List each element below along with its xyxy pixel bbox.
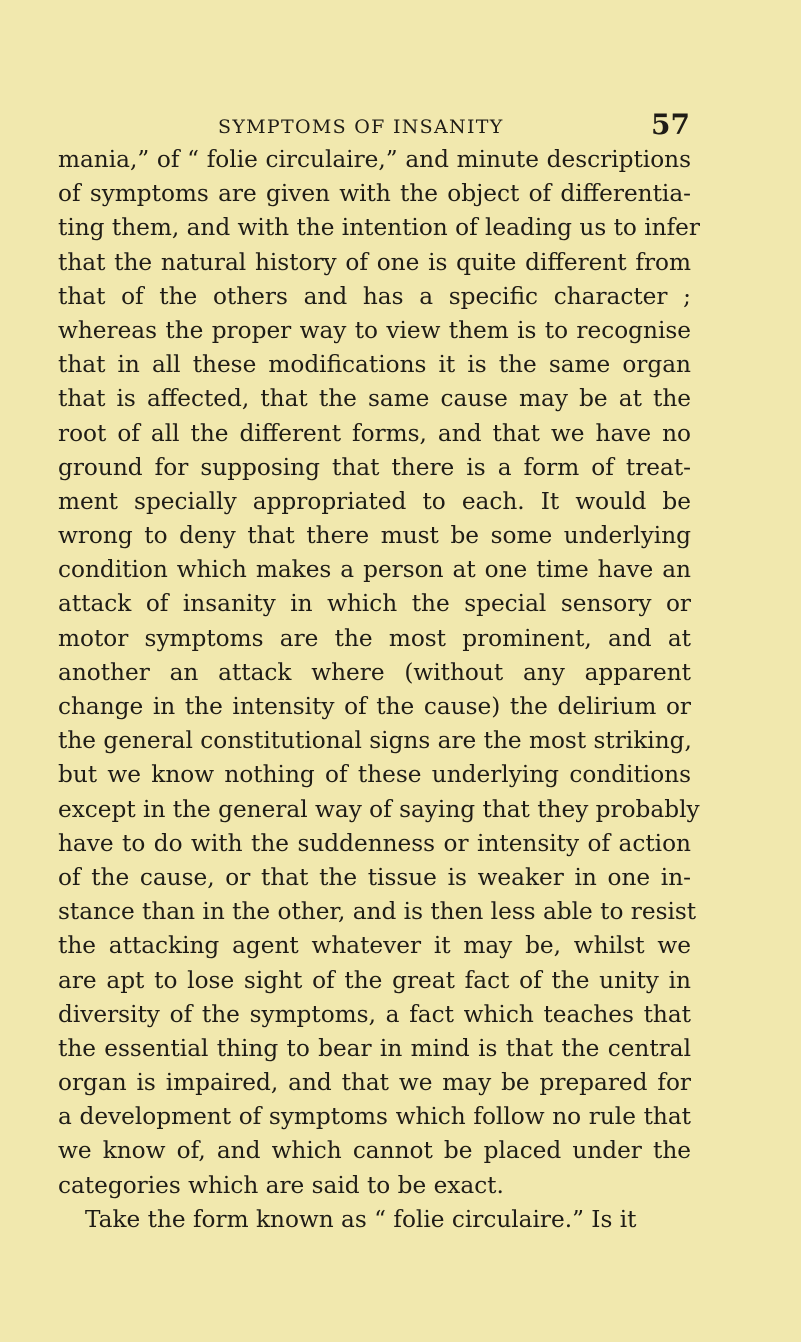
text-line: have to do with the suddenness or intensity of action	[58, 829, 691, 857]
text-line: attack of insanity in which the special sensory or	[58, 590, 691, 618]
text-line: motor symptoms are the most prominent, and at	[58, 624, 691, 652]
text-line: the general constitutional signs are the most striking,	[58, 727, 692, 755]
paragraph-end-line: categories which are said to be exact.	[58, 1171, 504, 1199]
text-line: ground for supposing that there is a form of treat-	[58, 453, 691, 481]
text-line: mania,” of “ folie circulaire,” and minute descriptions	[58, 146, 691, 173]
text-line: root of all the different forms, and that we have no	[58, 419, 691, 447]
text-line: condition which makes a person at one time have an	[58, 556, 691, 584]
paragraph-start-line: Take the form known as “ folie circulaire.” Is it	[85, 1205, 637, 1233]
text-line: diversity of the symptoms, a fact which teaches that	[58, 1000, 691, 1028]
text-line: of symptoms are given with the object of differentia-	[58, 180, 691, 208]
text-line: change in the intensity of the cause) the delirium or	[58, 693, 691, 720]
text-line: ting them, and with the intention of leading us to infer	[58, 214, 700, 242]
text-line: are apt to lose sight of the great fact of the unity in	[58, 966, 691, 994]
text-line: organ is impaired, and that we may be prepared for	[58, 1069, 691, 1097]
page-number: 57	[651, 108, 690, 141]
text-line: of the cause, or that the tissue is weaker in one in-	[58, 863, 691, 891]
text-line: whereas the proper way to view them is to recognise	[58, 316, 691, 344]
text-line: that the natural history of one is quite different from	[58, 248, 691, 276]
running-title: SYMPTOMS OF INSANITY	[218, 116, 504, 138]
text-line: but we know nothing of these underlying conditions	[58, 761, 691, 789]
text-line: stance than in the other, and is then less able to resist	[58, 898, 697, 926]
body-text	[58, 143, 700, 1237]
text-line: we know of, and which cannot be placed under the	[58, 1137, 691, 1165]
text-line: another an attack where (without any apparent	[58, 658, 691, 686]
text-line: ment specially appropriated to each. It would be	[58, 487, 691, 515]
text-line: except in the general way of saying that they probably	[58, 795, 700, 823]
text-line: the essential thing to bear in mind is that the central	[58, 1034, 691, 1062]
text-line: the attacking agent whatever it may be, whilst we	[58, 932, 691, 960]
text-line: that in all these modifications it is the same organ	[58, 351, 691, 379]
text-line: that of the others and has a specific character ;	[58, 282, 691, 310]
text-line: that is affected, that the same cause may be at the	[58, 385, 691, 413]
text-line: a development of symptoms which follow no rule that	[58, 1103, 691, 1131]
text-line: wrong to deny that there must be some underlying	[58, 522, 691, 550]
